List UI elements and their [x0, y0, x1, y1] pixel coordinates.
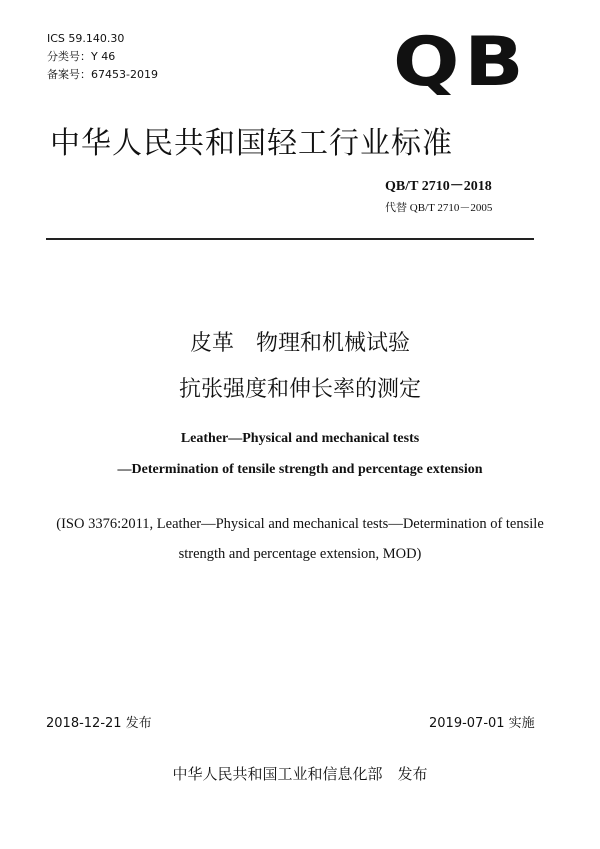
chinese-title-line2: 抗张强度和伸长率的测定	[178, 377, 421, 402]
english-title-line1: Leather—Physical and mechanical tests	[180, 431, 420, 446]
english-title-line2: —Determination of tensile strength and percentage extension	[117, 462, 483, 477]
standard-category-title: 中华人民共和国轻工行业标准	[50, 126, 453, 161]
classification-code: 分类号：Y 46	[47, 50, 116, 63]
standard-number: QB/T 2710－2018	[385, 179, 492, 194]
ics-code: ICS 59.140.30	[47, 32, 125, 45]
issue-date: 2018-12-21 发布	[46, 716, 152, 731]
iso-reference-line1: (ISO 3376:2011, Leather—Physical and mechanical tests—Determination of tensile	[56, 516, 544, 532]
chinese-title-line1: 皮革 物理和机械试验	[189, 331, 410, 356]
qb-logo: QB	[393, 23, 529, 102]
divider	[46, 238, 534, 240]
implementation-date: 2019-07-01 实施	[429, 716, 535, 731]
publisher: 中华人民共和国工业和信息化部 发布	[172, 765, 428, 783]
replaces-standard: 代替 QB/T 2710－2005	[385, 202, 493, 214]
filing-number: 备案号：67453-2019	[47, 68, 158, 81]
iso-reference-line2: strength and percentage extension, MOD)	[178, 546, 422, 562]
